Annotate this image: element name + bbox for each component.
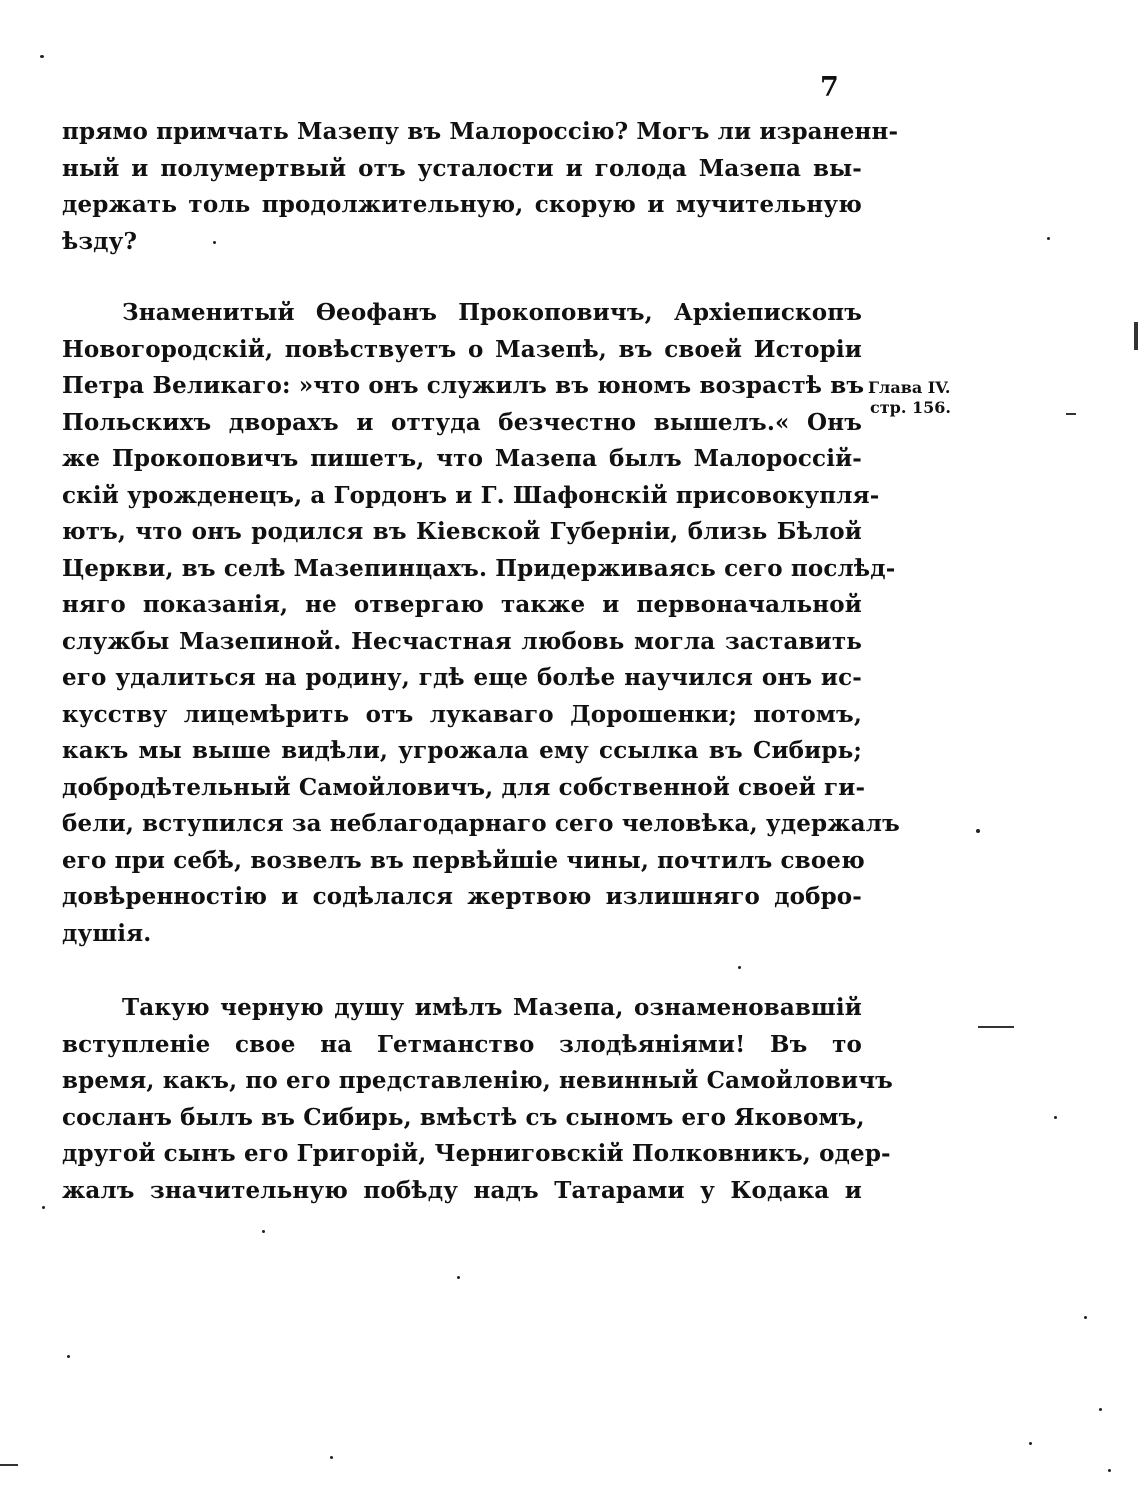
text-line: же Прокоповичъ пишетъ, что Мазепа былъ Малороссій- <box>62 445 862 472</box>
margin-note <box>868 378 951 418</box>
text-line: Знаменитый Ѳеофанъ Прокоповичъ, Архіепископъ <box>122 299 862 326</box>
text-line: довѣренностію и содѣлался жертвою излишняго добро- <box>62 883 862 910</box>
margin-note-page: стр. 156. <box>870 398 951 417</box>
text-line: его удалиться на родину, гдѣ еще болѣе научился онъ ис- <box>62 664 862 691</box>
scan-speck <box>1029 1442 1032 1445</box>
text-line: службы Мазепиной. Несчастная любовь могла заставить <box>62 627 862 655</box>
text-line: Такую черную душу имѣлъ Мазепа, ознаменовавшій <box>122 994 862 1021</box>
scan-speck <box>213 241 216 244</box>
paragraph-3 <box>62 990 893 1209</box>
text-line: держать толь продолжительную, скорую и мучительную <box>62 191 862 218</box>
scan-speck <box>976 829 980 833</box>
text-line: время, какъ, по его представленію, невинный Самойловичъ <box>62 1067 893 1094</box>
text-line: прямо примчать Мазепу въ Малороссію? Могъ ли израненн- <box>62 118 899 145</box>
scan-speck <box>40 55 44 58</box>
text-line: какъ мы выше видѣли, угрожала ему ссылка въ Сибирь; <box>62 737 862 764</box>
margin-note-chapter: Глава IV. <box>868 378 951 397</box>
scan-speck <box>738 966 741 969</box>
scan-speck <box>457 1276 460 1279</box>
scan-dash <box>1066 413 1076 415</box>
paragraph-2 <box>62 295 900 952</box>
text-line: добродѣтельный Самойловичъ, для собственной своей ги- <box>62 773 866 801</box>
scan-speck <box>330 1456 333 1459</box>
text-line: Новогородскій, повѣствуетъ о Мазепѣ, въ своей Исторіи <box>62 335 862 363</box>
text-line: ѣзду? <box>62 227 138 255</box>
text-line: ный и полумертвый отъ усталости и голода Мазепа вы- <box>62 154 862 182</box>
text-line: Польскихъ дворахъ и оттуда безчестно вышелъ.« Онъ <box>62 408 862 436</box>
scan-dash <box>978 1026 1014 1028</box>
text-line: кусству лицемѣрить отъ лукаваго Дорошенки; потомъ, <box>62 700 862 728</box>
text-line: его при себѣ, возвелъ въ первѣйшіе чины, почтилъ своею <box>62 846 865 874</box>
scan-speck <box>1099 1408 1102 1411</box>
scan-speck <box>67 1355 70 1358</box>
text-line: бели, вступился за неблагодарнаго сего человѣка, удержалъ <box>62 810 900 837</box>
text-line: сосланъ былъ въ Сибирь, вмѣстѣ съ сыномъ его Яковомъ, <box>62 1103 865 1131</box>
scan-speck <box>1108 1469 1111 1472</box>
scan-speck <box>42 1206 45 1209</box>
scan-speck <box>262 1230 265 1233</box>
scan-speck <box>1084 1316 1087 1319</box>
scan-dash <box>0 1464 18 1466</box>
text-line: вступленіе свое на Гетманство злодѣяніями! Въ то <box>62 1030 862 1058</box>
paragraph-1 <box>62 114 899 260</box>
text-line: другой сынъ его Григорій, Черниговскій Полковникъ, одер- <box>62 1140 891 1167</box>
text-line: душія. <box>62 919 152 947</box>
text-line: няго показанія, не отвергаю также и первоначальной <box>62 591 862 618</box>
scan-dash <box>1134 322 1138 350</box>
scan-speck <box>1054 1116 1057 1119</box>
text-line: жалъ значительную побѣду надъ Татарами у Кодака и <box>62 1176 862 1204</box>
text-line: ютъ, что онъ родился въ Кіевской Губерніи, близь Бѣлой <box>62 518 862 545</box>
scan-speck <box>1047 237 1050 240</box>
page-number: 7 <box>820 72 839 103</box>
text-line: Церкви, въ селѣ Мазепинцахъ. Придерживаясь сего послѣд- <box>62 554 896 582</box>
text-line: Петра Великаго: »что онъ служилъ въ юномъ возрастѣ въ <box>62 372 865 399</box>
text-line: скій урожденецъ, а Гордонъ и Г. Шафонскій присовокупля- <box>62 481 880 509</box>
